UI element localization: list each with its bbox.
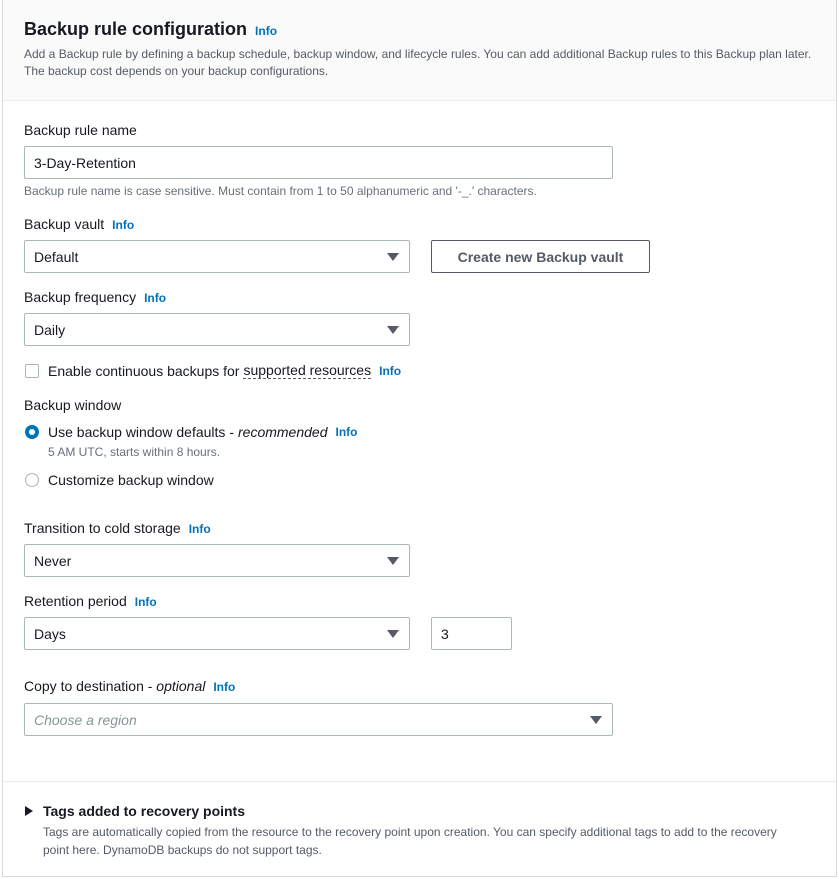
copy-label-text: Copy to destination - (24, 678, 157, 694)
tags-expander[interactable] (25, 803, 245, 819)
copy-placeholder: Choose a region (34, 711, 137, 728)
caret-down-icon (387, 557, 399, 565)
caret-down-icon (387, 326, 399, 334)
title-text: Backup rule configuration (24, 19, 248, 39)
frequency-label-text: Backup frequency (24, 289, 137, 305)
panel-header (3, 0, 836, 101)
frequency-value: Daily (34, 321, 66, 338)
panel-title (24, 19, 277, 40)
backup-rule-panel (2, 0, 837, 877)
tags-title: Tags added to recovery points (43, 803, 246, 819)
vault-select[interactable] (24, 240, 410, 273)
vault-label (24, 216, 134, 232)
panel-description: Add a Backup rule by defining a backup schedule, backup window, and lifecycle rules. You can add additional Backup rules to this Backup plan later. The backup cost depends on your backup configurations. (24, 47, 812, 78)
cold-storage-label (24, 520, 211, 536)
vault-value: Default (34, 248, 79, 265)
radio-selected[interactable] (25, 425, 39, 439)
option1-hint: 5 AM UTC, starts within 8 hours. (48, 445, 221, 459)
copy-label (24, 678, 235, 694)
copy-info-link[interactable]: Info (213, 680, 236, 694)
cold-label-text: Transition to cold storage (24, 520, 181, 536)
option1-em: recommended (238, 424, 328, 440)
retention-value-input[interactable] (431, 617, 512, 650)
info-link[interactable]: Info (255, 24, 278, 38)
radio-unselected[interactable] (25, 473, 39, 487)
window-label: Backup window (24, 397, 122, 413)
cold-info-link[interactable]: Info (188, 522, 211, 536)
vault-info-link[interactable]: Info (112, 218, 135, 232)
frequency-select[interactable] (24, 313, 410, 346)
tags-description: Tags are automatically copied from the resource to the recovery point upon creation. You can specify additional tags to add to the recovery point here. DynamoDB backups do not support tags. (43, 825, 777, 857)
retention-label-text: Retention period (24, 593, 127, 609)
rule-name-hint: Backup rule name is case sensitive. Must contain from 1 to 50 alphanumeric and '-_.' characters. (24, 184, 537, 198)
create-vault-button[interactable]: Create new Backup vault (431, 240, 650, 273)
retention-info-link[interactable]: Info (134, 595, 157, 609)
rule-name-value: 3-Day-Retention (34, 154, 136, 171)
continuous-label: Enable continuous backups for (48, 362, 240, 379)
caret-down-icon (590, 716, 602, 724)
copy-label-em: optional (156, 678, 206, 694)
continuous-row (25, 362, 401, 379)
option1-label: Use backup window defaults - (48, 424, 234, 440)
retention-label (24, 593, 157, 609)
retention-unit-select[interactable] (24, 617, 410, 650)
divider (3, 781, 836, 782)
caret-down-icon (387, 630, 399, 638)
frequency-label (24, 289, 166, 305)
copy-region-select[interactable] (24, 703, 613, 736)
supported-resources-link[interactable]: supported resources (243, 362, 372, 378)
vault-label-text: Backup vault (24, 216, 105, 232)
retention-value: 3 (441, 625, 449, 642)
frequency-info-link[interactable]: Info (144, 291, 167, 305)
option2-label: Customize backup window (48, 472, 214, 488)
cold-storage-select[interactable] (24, 544, 410, 577)
cold-value: Never (34, 552, 72, 569)
continuous-checkbox[interactable] (25, 364, 39, 378)
option1-info-link[interactable]: Info (335, 425, 358, 439)
caret-down-icon (387, 253, 399, 261)
window-option-defaults[interactable] (25, 424, 358, 440)
continuous-info-link[interactable]: Info (379, 363, 402, 378)
rule-name-input[interactable] (24, 146, 613, 179)
window-option-customize[interactable] (25, 472, 214, 488)
rule-name-label: Backup rule name (24, 122, 137, 138)
caret-right-icon (25, 806, 33, 816)
retention-unit: Days (34, 625, 66, 642)
